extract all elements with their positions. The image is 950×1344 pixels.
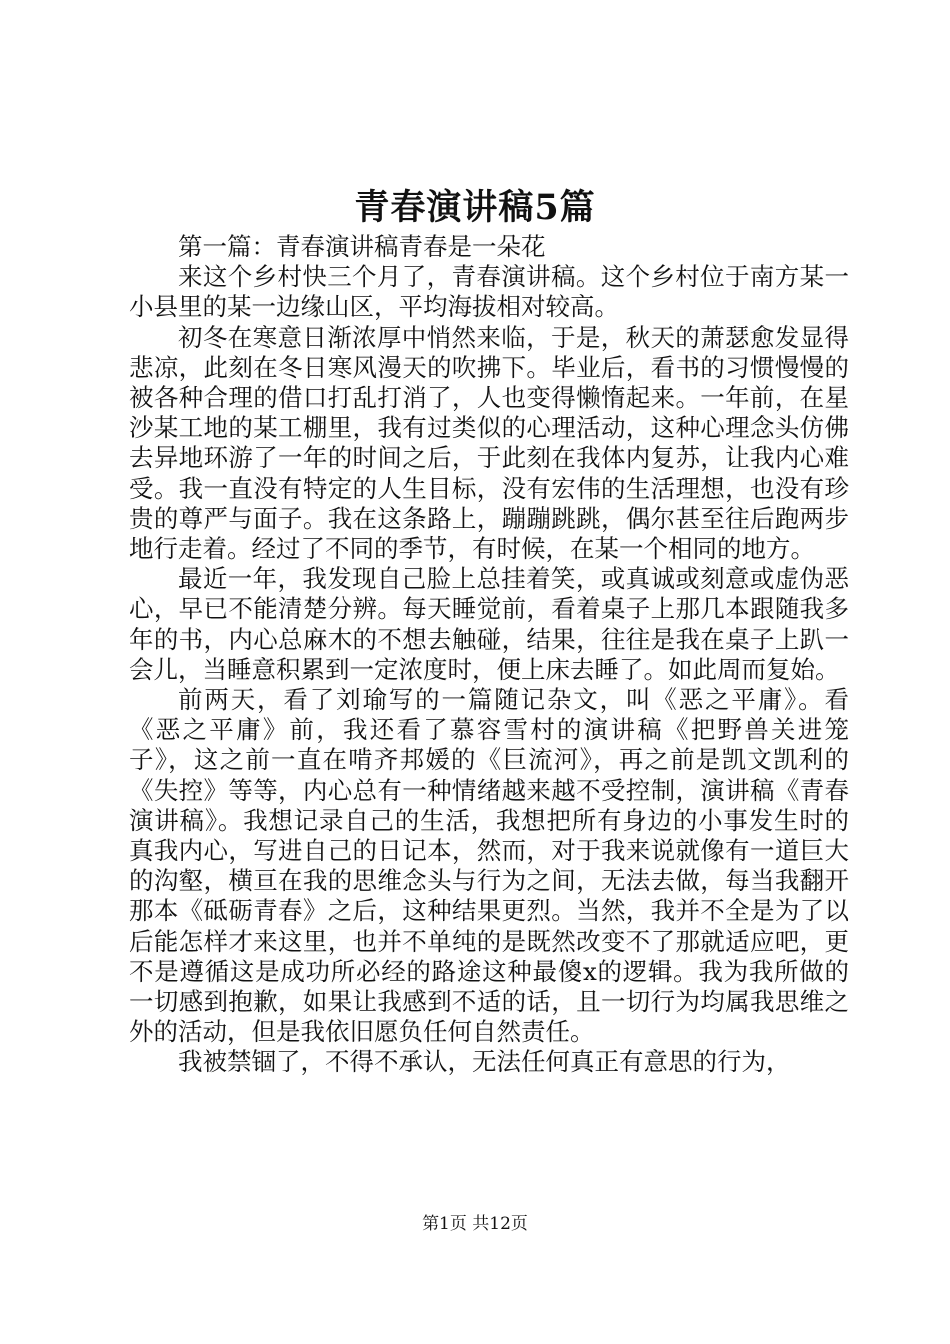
document-title: 青春演讲稿5篇 [354,187,596,228]
paragraph: 前两天，看了刘瑜写的一篇随记杂文，叫《恶之平庸》。看《恶之平庸》前，我还看了慕容雪村的演讲稿《把野兽关进笼子》，这之前一直在啃齐邦媛的《巨流河》，再之前是凯文凯利的《失控》等等，内心总有一种情绪越来越不受控制，演讲稿《青春演讲稿》。我想记录自己的生活，我想把所有身边的小事发生时的真我内心，写进自己的日记本，然而，对于我来说就像有一道巨大的沟壑，横亘在我的思维念头与行为之间，无法去做，每当我翻开那本《砥砺青春》之后，这种结果更烈。当然，我并不全是为了以后能怎样才来这里，也并不单纯的是既然改变不了那就适应吧，更不是遵循这是成功所必经的路途这种最傻x的逻辑。我为我所做的一切感到抱歉，如果让我感到不适的话，且一切行为均属我思维之外的活动，但是我依旧愿负任何自然责任。 [129,685,849,1047]
page-number-footer: 第1页 共12页 [422,1214,528,1234]
document-body [129,232,849,1078]
paragraph: 初冬在寒意日渐浓厚中悄然来临，于是，秋天的萧瑟愈发显得悲凉，此刻在冬日寒风漫天的吹拂下。毕业后，看书的习惯慢慢的被各种合理的借口打乱打消了，人也变得懒惰起来。一年前，在星沙某工地的某工棚里，我有过类似的心理活动，这种心理念头仿佛去异地环游了一年的时间之后，于此刻在我体内复苏，让我内心难受。我一直没有特定的人生目标，没有宏伟的生活理想，也没有珍贵的尊严与面子。我在这条路上，蹦蹦跳跳，偶尔甚至往后跑两步地行走着。经过了不同的季节，有时候，在某一个相同的地方。 [129,322,849,564]
paragraph: 来这个乡村快三个月了，青春演讲稿。这个乡村位于南方某一小县里的某一边缘山区，平均海拔相对较高。 [129,262,849,322]
paragraph: 最近一年，我发现自己脸上总挂着笑，或真诚或刻意或虚伪恶心，早已不能清楚分辨。每天睡觉前，看着桌子上那几本跟随我多年的书，内心总麻木的不想去触碰，结果，往往是我在桌子上趴一会儿，当睡意积累到一定浓度时，便上床去睡了。如此周而复始。 [129,564,849,684]
paragraph: 我被禁锢了，不得不承认，无法任何真正有意思的行为， [178,1047,791,1077]
paragraph-section-heading: 第一篇：青春演讲稿青春是一朵花 [178,232,546,261]
